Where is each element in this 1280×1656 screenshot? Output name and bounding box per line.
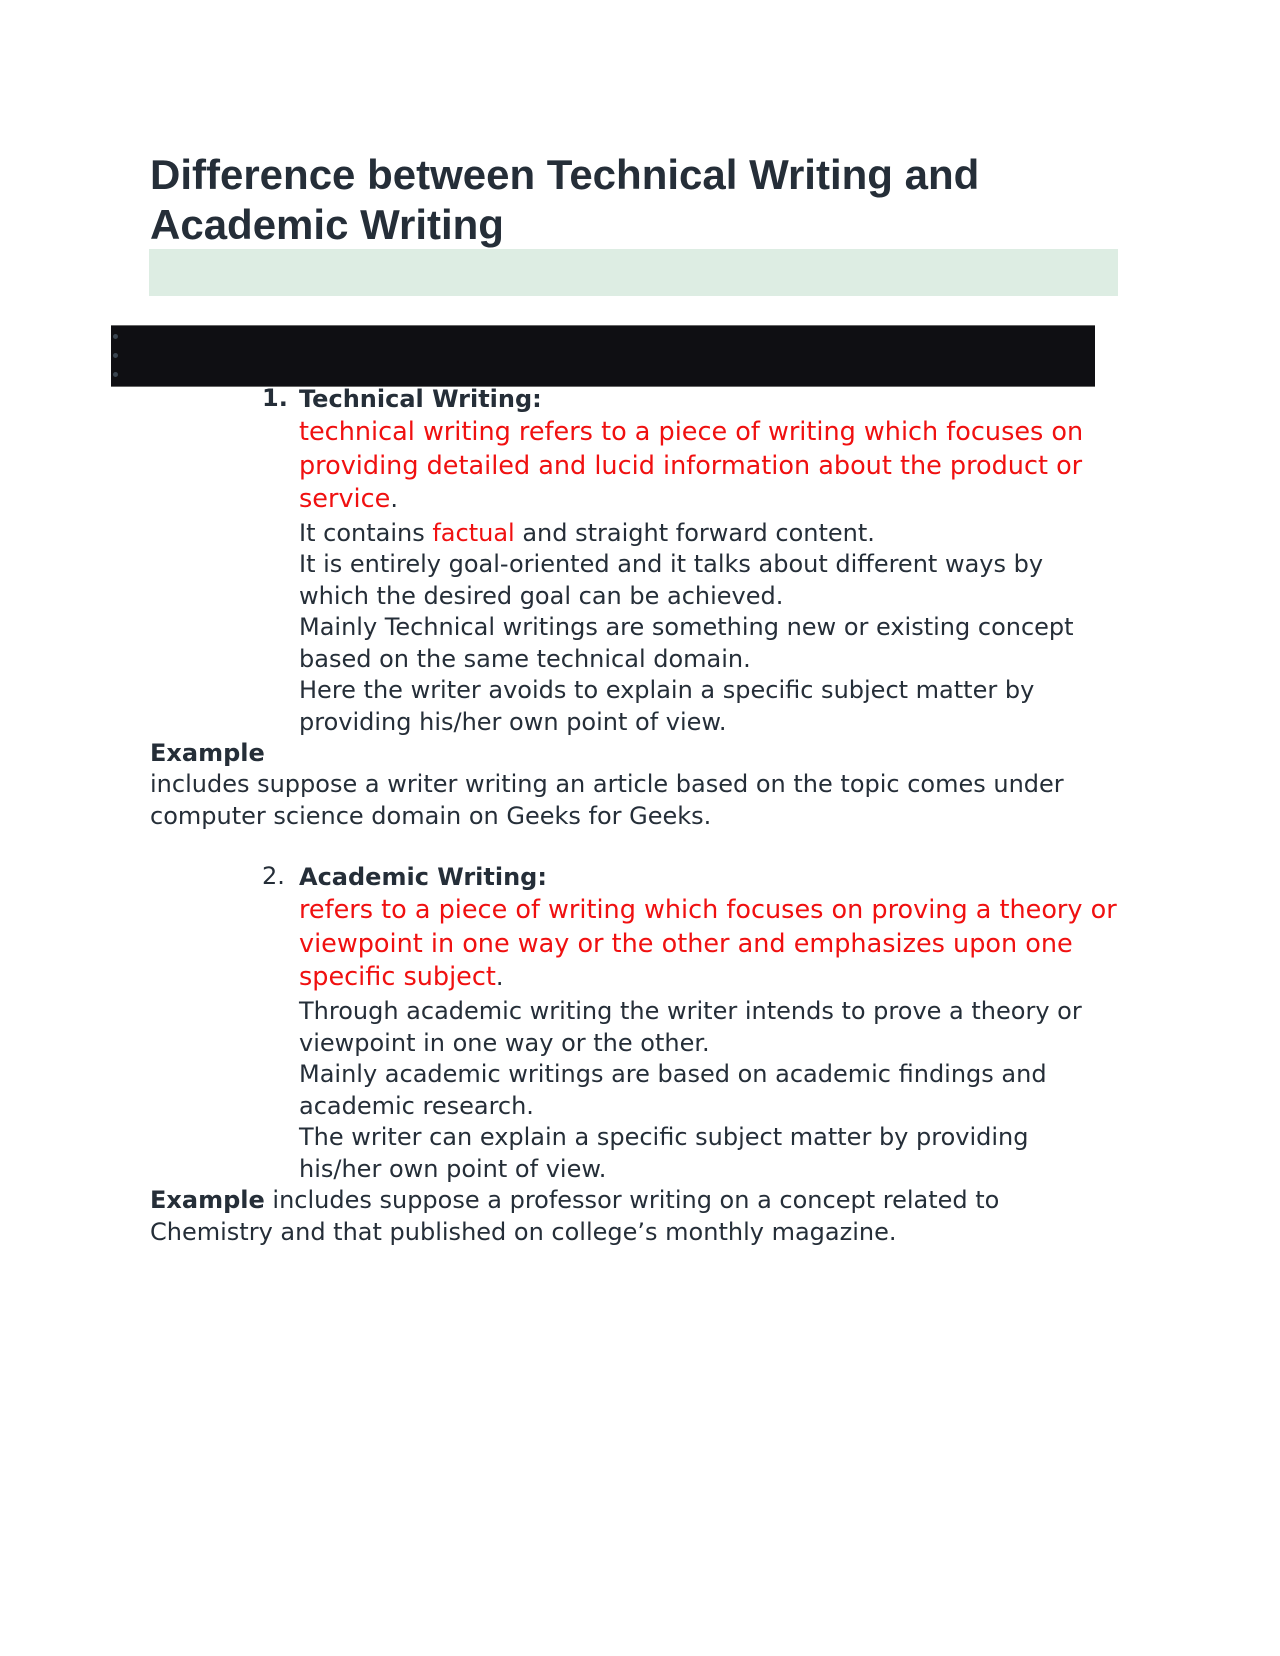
definition [299, 894, 1119, 995]
section-heading: Academic Writing: [299, 863, 547, 891]
period: . [390, 485, 398, 513]
section-heading: Technical Writing: [299, 385, 542, 413]
point: The writer can explain a specific subject matter by providing his/her own point of view. [299, 1123, 1029, 1183]
example [150, 1185, 1120, 1248]
text: and straight forward content. [514, 519, 875, 547]
list-number: 2. [262, 862, 285, 890]
highlighted-word: factual [432, 519, 515, 547]
bullet-icon [113, 353, 118, 358]
definition [299, 416, 1109, 517]
point [299, 518, 1109, 550]
definition-text: refers to a piece of writing which focuses on proving a theory or viewpoint in one way or the other and emphasizes upon one specific subject [299, 895, 1117, 992]
bullet-icon [113, 334, 118, 339]
point: Mainly Technical writings are something new or existing concept based on the same technical domain. [299, 613, 1074, 673]
definition-text: technical writing refers to a piece of writing which focuses on providing detailed and lucid information about the product or service [299, 417, 1084, 514]
example-text: includes suppose a writer writing an article based on the topic comes under computer science domain on Geeks for Geeks. [150, 770, 1064, 830]
list-number: 1. [262, 384, 288, 412]
example-label: Example [150, 1186, 265, 1214]
redacted-bar [111, 325, 1095, 387]
page-title: Difference between Technical Writing and Academic Writing [150, 151, 980, 248]
period: . [495, 963, 504, 991]
point: Mainly academic writings are based on academic findings and academic research. [299, 1060, 1047, 1120]
text: It contains [299, 519, 433, 547]
example-label: Example [150, 739, 265, 767]
bullet-icon [113, 372, 118, 377]
highlight-bar [149, 249, 1118, 296]
point: It is entirely goal-oriented and it talks about different ways by which the desired goal can be achieved. [299, 550, 1044, 610]
point: Through academic writing the writer intends to prove a theory or viewpoint in one way or the other. [299, 997, 1082, 1057]
point: Here the writer avoids to explain a specific subject matter by providing his/her own point of view. [299, 676, 1035, 736]
example-text: includes suppose a professor writing on a concept related to Chemistry and that published on college’s monthly magazine. [150, 1186, 1000, 1246]
